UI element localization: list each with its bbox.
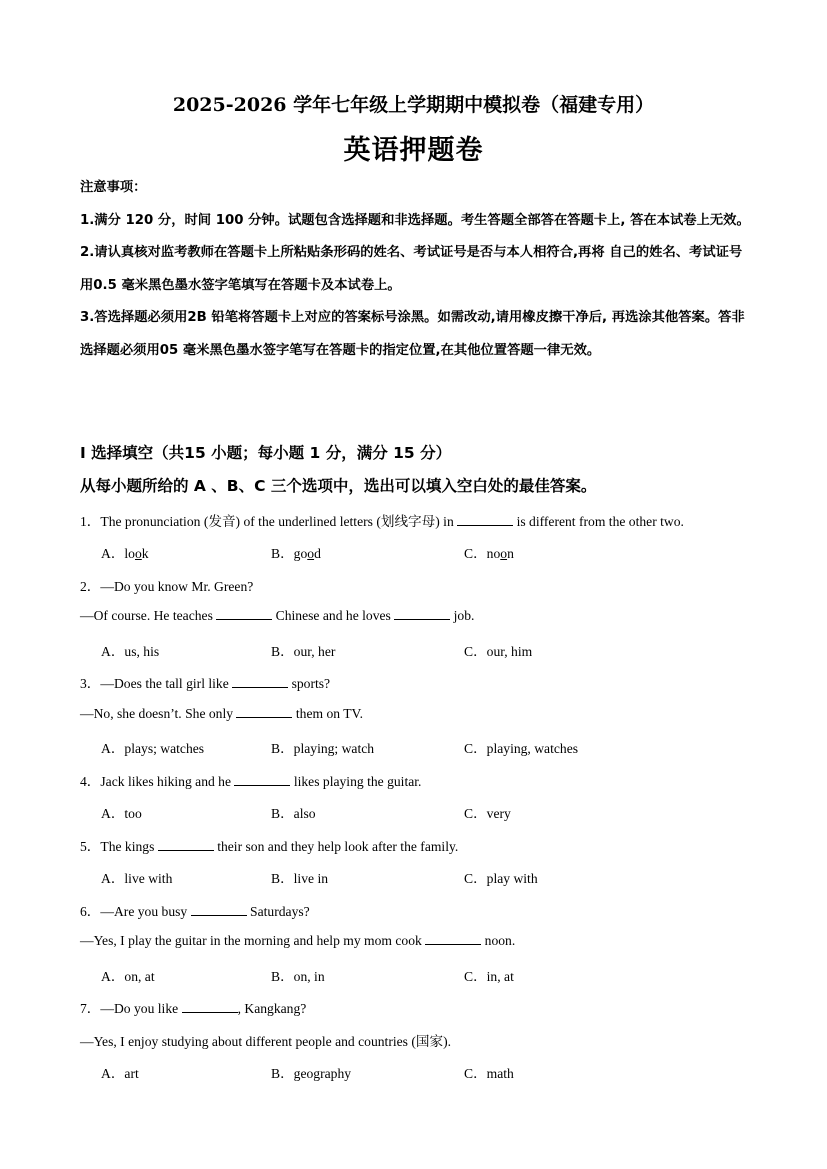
answer-blank <box>232 675 288 688</box>
option-c: C．very <box>464 806 511 821</box>
option-c: C．math <box>464 1066 514 1081</box>
question-text: is different from the other two. <box>516 514 684 529</box>
question-text: 1．The pronunciation (发音) of the underlined letters (划线字母) in <box>80 514 454 529</box>
exam-title: 2025-2026 学年七年级上学期期中模拟卷（福建专用） <box>172 94 655 116</box>
option-b: B．also <box>271 806 316 821</box>
option-b: B．geography <box>271 1066 352 1081</box>
question-7-line2: —Yes, I enjoy studying about different people and countries (国家). <box>80 1034 451 1049</box>
note-item: 2.请认真核对监考教师在答题卡上所粘贴条形码的姓名、考试证号是否与本人相符合,再将 自己的姓名、考试证号用0.5 毫米黑色墨水签字笔填写在答题卡及本试卷上。 <box>80 245 743 293</box>
question-6-line2: —Yes, I play the guitar in the morning and help my mom cook noon. <box>80 933 516 948</box>
option-a: A．too <box>101 806 142 821</box>
option-a: A．on, at <box>101 969 155 984</box>
question-3-line2: —No, she doesn’t. She only them on TV. <box>80 706 363 721</box>
option-c: C．noon <box>464 546 514 561</box>
option-a: A．plays; watches <box>101 741 205 756</box>
option-c: C．in, at <box>464 969 514 984</box>
option-a: A．art <box>101 1066 139 1081</box>
answer-blank <box>236 705 292 718</box>
answer-blank <box>158 838 214 851</box>
note-item: 1.满分 120 分，时间 100 分钟。试题包含选择题和非选择题。考生答题全部答在答题卡上, 答在本试卷上无效。 <box>80 212 750 228</box>
option-a: A．live with <box>101 871 173 886</box>
question-5: 5．The kings their son and they help look after the family. <box>80 839 459 854</box>
option-b: B．live in <box>271 871 329 886</box>
answer-blank <box>234 773 290 786</box>
option-b: B．playing; watch <box>271 741 375 756</box>
notes-heading: 注意事项： <box>80 180 147 195</box>
option-b: B．good <box>271 546 321 561</box>
answer-blank <box>425 932 481 945</box>
question-2-line2: —Of course. He teaches Chinese and he loves job. <box>80 608 475 623</box>
notes-block <box>80 172 752 367</box>
option-b: B．on, in <box>271 969 325 984</box>
answer-blank <box>216 607 272 620</box>
option-c: C．playing, watches <box>464 741 579 756</box>
option-c: C．play with <box>464 871 538 886</box>
answer-blank <box>457 513 513 526</box>
question-3: 3．—Does the tall girl like sports? <box>80 676 331 691</box>
answer-blank <box>394 607 450 620</box>
question-6: 6．—Are you busy Saturdays? <box>80 904 310 919</box>
question-4: 4．Jack likes hiking and he likes playing the guitar. <box>80 774 422 789</box>
section-instruction: 从每小题所给的 A 、B、C 三个选项中，选出可以填入空白处的最佳答案。 <box>80 477 597 495</box>
question-7: 7．—Do you like , Kangkang? <box>80 1001 307 1016</box>
option-a: A．us, his <box>101 644 160 659</box>
option-b: B．our, her <box>271 644 336 659</box>
exam-subtitle: 英语押题卷 <box>343 135 484 166</box>
section-heading: I 选择填空（共15 小题；每小题 1 分，满分 15 分） <box>80 444 452 462</box>
note-item: 3.答选择题必须用2B 铅笔将答题卡上对应的答案标号涂黑。如需改动,请用橡皮擦干净后, 再选涂其他答案。答非选择题必须用05 毫米黑色墨水签字笔写在答题卡的指定位置,在其他位置答题一律无效。 <box>80 310 745 358</box>
answer-blank <box>182 1000 238 1013</box>
answer-blank <box>191 903 247 916</box>
question-1 <box>80 510 684 530</box>
option-c: C．our, him <box>464 644 533 659</box>
question-2: 2．—Do you know Mr. Green? <box>80 579 254 594</box>
option-a: A．look <box>101 546 149 561</box>
